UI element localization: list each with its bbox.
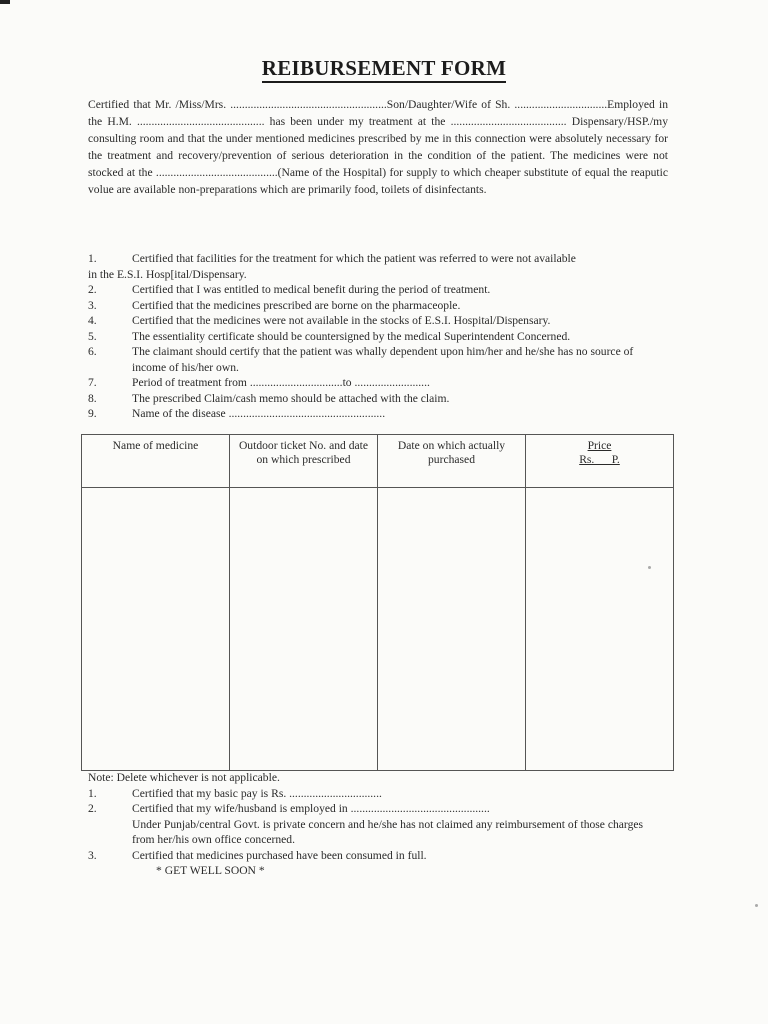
price-label: Price [587,439,612,452]
column-header-medicine: Name of medicine [82,435,230,488]
notes-section [88,770,668,879]
intro-paragraph: Certified that Mr. /Miss/Mrs. ......................................................Son/Daughter/Wife of Sh. ................................Employed in the H.M. ............................................ has been under my treatment at the ........................................ Dispensary/HSP./my consulting room and that the under mentioned medicines prescribed by me in this connection were absolutely necessary for the treatment and recovery/prevention of serious deterioration in the condition of the patient. The medicines were not stocked at the ..........................................(Name of the Hospital) for supply to which cheaper substitute of equal the reaputic volue are available non-preparations which are primarily food, toilets of disinfectants. [88,98,668,196]
note-item: 2. Certified that my wife/husband is employed in ................................................ [88,802,490,815]
list-item: 3. Certified that the medicines prescribed are borne on the pharmaceople. [88,298,461,312]
certification-list [88,251,668,422]
scan-mark [0,0,10,4]
form-title: REIBURSEMENT FORM [0,56,768,81]
list-item: 2. Certified that I was entitled to medical benefit during the period of treatment. [88,283,491,296]
list-item: 8. The prescribed Claim/cash memo should be attached with the claim. [88,391,450,405]
scan-speck [755,904,758,907]
cell-medicine[interactable] [82,488,230,771]
price-units-label: Rs. P. [579,453,620,466]
scan-speck [648,566,651,569]
note-item: 1. Certified that my basic pay is Rs. ................................ [88,786,382,800]
cell-ticket[interactable] [230,488,378,771]
cell-purchase-date[interactable] [378,488,526,771]
table-header-row [82,435,674,488]
column-header-purchase-date: Date on which actually purchased [378,435,526,488]
note-item-continuation: Under Punjab/central Govt. is private concern and he/she has not claimed any reimbursement of those charges from her/his own office concerned. [132,817,644,846]
list-item: 7. Period of treatment from ................................to .......................... [88,376,430,389]
closing-line: * GET WELL SOON * [156,864,265,877]
list-item: 1. Certified that facilities for the treatment for which the patient was referred to were not available [88,252,576,265]
cell-price[interactable] [526,488,674,771]
note-heading: Note: Delete whichever is not applicable. [88,771,280,784]
note-item: 3. Certified that medicines purchased have been consumed in full. [88,848,427,862]
list-item: 9. Name of the disease ...................................................... [88,407,386,420]
column-header-price [526,435,674,488]
table-row [82,488,674,771]
list-item-continuation: in the E.S.I. Hosp[ital/Dispensary. [88,267,247,281]
column-header-ticket: Outdoor ticket No. and date on which prescribed [230,435,378,488]
list-item: 4. Certified that the medicines were not available in the stocks of E.S.I. Hospital/Dispensary. [88,314,551,327]
list-item: 6. The claimant should certify that the patient was whally dependent upon him/her and he/she has no source of income of his/her own. [88,345,634,374]
medicine-table [81,434,674,766]
list-item: 5. The essentiality certificate should be countersigned by the medical Superintendent Concerned. [88,329,571,343]
